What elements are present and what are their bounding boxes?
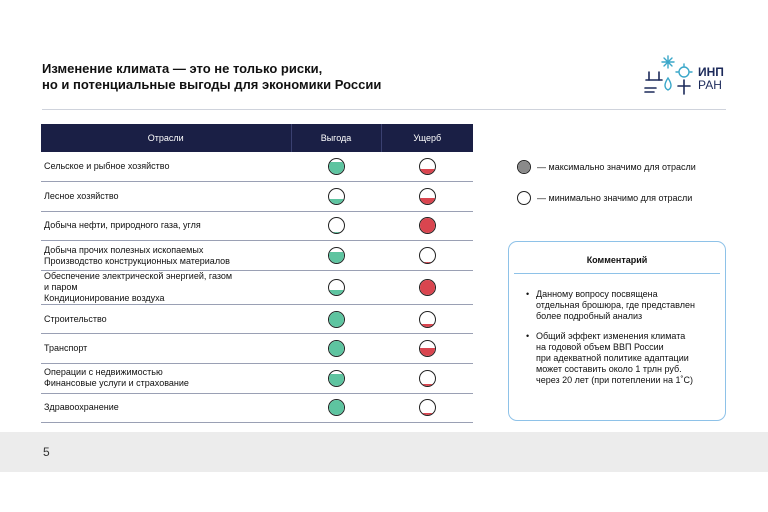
benefit-cell: [291, 211, 381, 241]
benefit-indicator-fill: [329, 252, 344, 263]
table-row: [41, 241, 473, 271]
benefit-indicator-fill: [329, 312, 344, 327]
page-title: [42, 61, 381, 93]
table-row: [41, 152, 473, 182]
benefit-indicator-icon: [328, 370, 345, 387]
legend-max: [517, 160, 696, 174]
benefit-indicator-fill: [329, 162, 344, 174]
benefit-indicator-fill: [329, 199, 344, 204]
benefit-indicator-fill: [329, 232, 344, 234]
damage-cell: [381, 182, 473, 212]
comment-bullet: [526, 289, 715, 322]
logo-line-2: РАН: [698, 78, 722, 92]
damage-cell: [381, 393, 473, 423]
comment-bullet-line: отдельная брошюра, где представлен: [536, 300, 695, 310]
damage-cell: [381, 211, 473, 241]
sector-name: [41, 334, 291, 364]
sector-name-line: Производство конструкционных материалов: [44, 255, 230, 266]
benefit-indicator-icon: [328, 279, 345, 296]
benefit-cell: [291, 304, 381, 334]
benefit-cell: [291, 393, 381, 423]
damage-indicator-icon: [419, 311, 436, 328]
damage-cell: [381, 152, 473, 182]
table-row: [41, 364, 473, 394]
damage-indicator-icon: [419, 399, 436, 416]
benefit-indicator-fill: [329, 374, 344, 386]
damage-indicator-fill: [420, 169, 435, 174]
comment-bullet-line: • Общий эффект изменения климата: [536, 331, 686, 341]
comment-bullet-line: через 20 лет (при потеплении на 1˚С): [536, 375, 693, 385]
comment-bullet-line: • Данному вопросу посвящена: [536, 289, 658, 299]
benefit-indicator-icon: [328, 247, 345, 264]
benefit-cell: [291, 364, 381, 394]
damage-indicator-icon: [419, 340, 436, 357]
benefit-indicator-icon: [328, 399, 345, 416]
legend-max-label: — максимально значимо для отрасли: [537, 162, 696, 172]
damage-indicator-icon: [419, 188, 436, 205]
inp-ran-logo-icon: [640, 50, 696, 100]
damage-cell: [381, 270, 473, 304]
sector-name-line: Кондиционирование воздуха: [44, 292, 165, 303]
damage-indicator-fill: [420, 413, 435, 415]
header-sector: Отрасли: [41, 124, 291, 152]
sector-name: [41, 211, 291, 241]
damage-indicator-fill: [420, 262, 435, 264]
title-line-1: Изменение климата — это не только риски,: [42, 61, 323, 76]
damage-indicator-icon: [419, 217, 436, 234]
comment-bullet-line: на годовой объем ВВП России: [536, 342, 664, 352]
sector-name-line: Лесное хозяйство: [44, 190, 119, 201]
sector-name: [41, 364, 291, 394]
sector-name: [41, 241, 291, 271]
damage-indicator-fill: [420, 198, 435, 204]
comment-bullet-line: при адекватной политике адаптации: [536, 353, 689, 363]
comment-bullet: [526, 331, 715, 386]
page-number: 5: [43, 445, 50, 459]
header-benefit: Выгода: [291, 124, 381, 152]
comment-title: Комментарий: [586, 255, 648, 265]
table-row: [41, 304, 473, 334]
damage-cell: [381, 241, 473, 271]
damage-indicator-fill: [420, 280, 435, 295]
damage-indicator-icon: [419, 370, 436, 387]
benefit-indicator-fill: [329, 341, 344, 356]
legend-min-label: — минимально значимо для отрасли: [537, 193, 693, 203]
sector-name-line: Транспорт: [44, 343, 88, 354]
sector-name-line: Строительство: [44, 313, 107, 324]
benefit-indicator-fill: [329, 400, 344, 415]
damage-indicator-fill: [420, 348, 435, 356]
logo-line-1: ИНП: [698, 65, 724, 79]
sector-name-line: Добыча нефти, природного газа, угля: [44, 220, 201, 231]
comment-list: [526, 289, 715, 386]
damage-cell: [381, 334, 473, 364]
benefit-indicator-icon: [328, 217, 345, 234]
legend-max-fill: [518, 161, 530, 173]
sector-name-line: Здравоохранение: [44, 402, 119, 413]
benefit-indicator-icon: [328, 188, 345, 205]
comment-bullet-line: может составить около 1 трлн руб.: [536, 364, 682, 374]
table-header-row: [41, 124, 473, 152]
sector-name: [41, 393, 291, 423]
damage-indicator-fill: [420, 324, 435, 327]
damage-indicator-icon: [419, 279, 436, 296]
table-body: [41, 152, 473, 423]
benefit-cell: [291, 334, 381, 364]
sector-name-line: Финансовые услуги и страхование: [44, 378, 189, 389]
damage-indicator-fill: [420, 384, 435, 386]
sector-name-line: Обеспечение электрической энергией, газом: [44, 270, 233, 281]
sector-name: [41, 270, 291, 304]
inp-ran-logo: [640, 50, 740, 100]
sector-name-line: Операции с недвижимостью: [44, 367, 163, 378]
benefit-indicator-icon: [328, 340, 345, 357]
table-row: [41, 182, 473, 212]
table-row: [41, 393, 473, 423]
table-row: [41, 334, 473, 364]
damage-indicator-icon: [419, 247, 436, 264]
legend-min: [517, 191, 692, 205]
logo-text: [698, 66, 724, 92]
benefit-cell: [291, 182, 381, 212]
damage-indicator-icon: [419, 158, 436, 175]
comment-divider: [514, 273, 720, 274]
damage-indicator-fill: [420, 218, 435, 233]
damage-cell: [381, 364, 473, 394]
benefit-indicator-icon: [328, 311, 345, 328]
sector-name: [41, 152, 291, 182]
benefit-indicator-icon: [328, 158, 345, 175]
comment-bullet-line: более подробный анализ: [536, 311, 643, 321]
title-divider: [42, 109, 726, 110]
damage-cell: [381, 304, 473, 334]
sector-impact-table: [41, 124, 473, 423]
sector-name-line: и паром: [44, 281, 78, 292]
legend-max-circle-icon: [517, 160, 531, 174]
header-damage: Ущерб: [381, 124, 473, 152]
benefit-cell: [291, 241, 381, 271]
sector-name-line: Добыча прочих полезных ископаемых: [44, 244, 204, 255]
legend-min-circle-icon: [517, 191, 531, 205]
table-row: [41, 270, 473, 304]
comment-box: [508, 241, 726, 421]
footer-bar: [0, 432, 768, 472]
benefit-indicator-fill: [329, 290, 344, 295]
table-row: [41, 211, 473, 241]
title-line-2: но и потенциальные выгоды для экономики России: [42, 77, 382, 92]
sector-name: [41, 182, 291, 212]
benefit-cell: [291, 270, 381, 304]
sector-name: [41, 304, 291, 334]
benefit-cell: [291, 152, 381, 182]
sector-name-line: Сельское и рыбное хозяйство: [44, 161, 170, 172]
